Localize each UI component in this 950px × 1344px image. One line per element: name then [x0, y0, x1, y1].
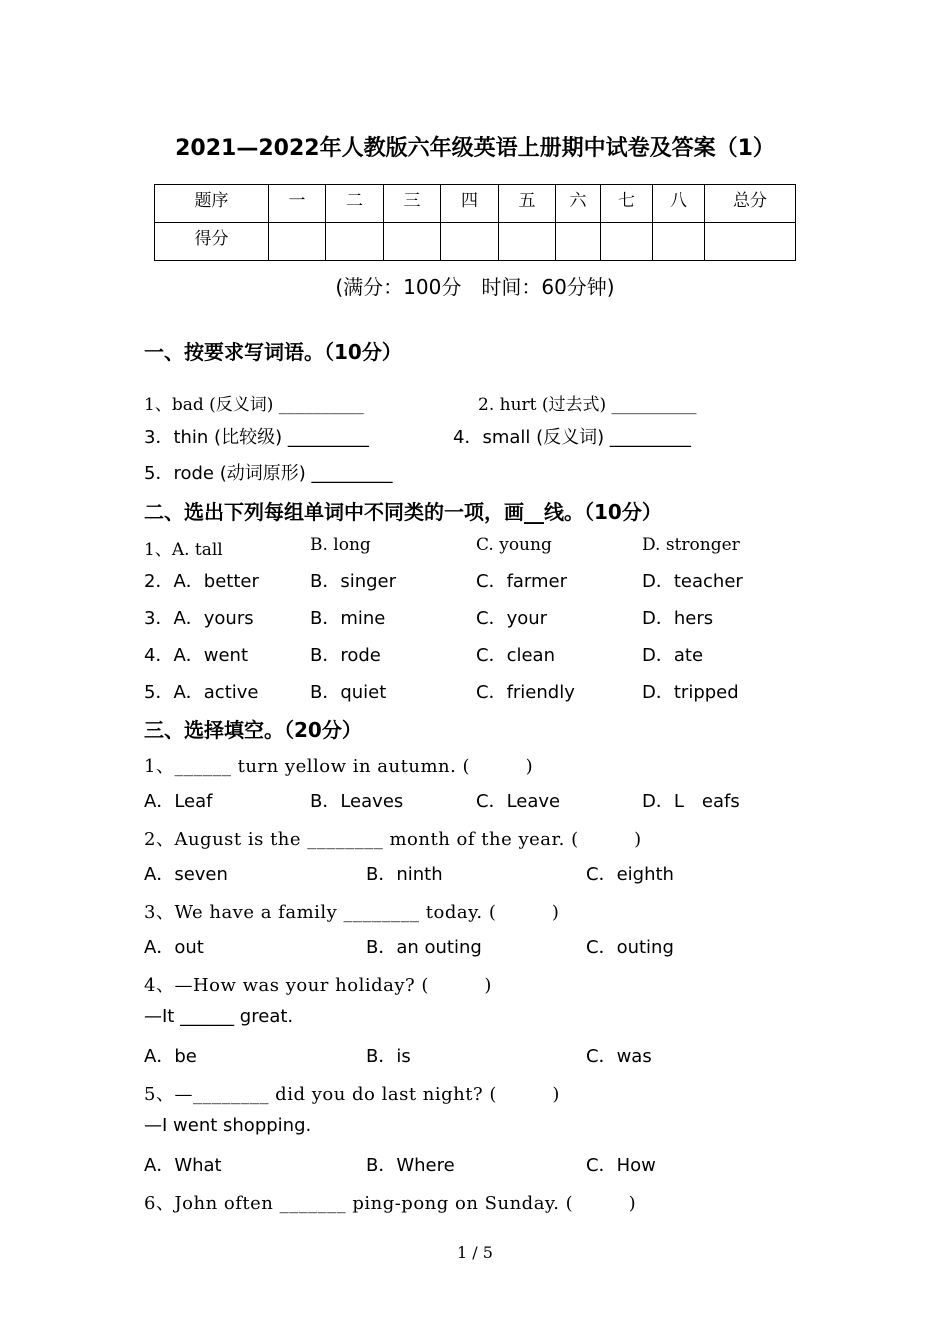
s3-q1-option-b: B．Leaves [310, 791, 404, 812]
s3-q4-answer-line: —It ______ great. [144, 1006, 294, 1027]
s2-row3-option-a: 3．A．yours [144, 608, 254, 629]
score-header-cell: 六 [556, 185, 601, 223]
s1-question-3: 3．thin (比较级) _________ [144, 427, 369, 448]
s3-q1-option-a: A．Leaf [144, 791, 213, 812]
s3-question-6: 6、John often _______ ping-pong on Sunday. ( ) [144, 1193, 637, 1214]
score-row-label: 得分 [155, 223, 269, 261]
s2-row5-option-a: 5．A．active [144, 682, 259, 703]
s2-row2-option-b: B．singer [310, 571, 397, 592]
score-header-cell: 一 [269, 185, 326, 223]
s2-row2-option-a: 2．A．better [144, 571, 259, 592]
s2-row4-option-d: D．ate [642, 645, 704, 666]
s1-question-2: 2. hurt (过去式) __________ [478, 395, 697, 415]
score-header-cell: 四 [441, 185, 499, 223]
s2-row4-option-b: B．rode [310, 645, 381, 666]
score-cell[interactable] [499, 223, 556, 261]
s2-row1-option-c: C. young [476, 535, 552, 555]
s1-question-5: 5．rode (动词原形) _________ [144, 463, 393, 484]
score-header-cell: 五 [499, 185, 556, 223]
s3-q5-answer-line: —I went shopping. [144, 1115, 312, 1136]
s3-q2-option-b: B．ninth [366, 864, 443, 885]
s3-q5-option-b: B．Where [366, 1155, 455, 1176]
s3-q5-option-c: C．How [586, 1155, 656, 1176]
s2-row2-option-c: C．farmer [476, 571, 568, 592]
s2-row3-option-b: B．mine [310, 608, 386, 629]
s3-q2-option-c: C．eighth [586, 864, 674, 885]
score-header-cell: 题序 [155, 185, 269, 223]
s3-q2-option-a: A．seven [144, 864, 228, 885]
page-title: 2021—2022年人教版六年级英语上册期中试卷及答案（1） [175, 136, 775, 161]
s2-row1-option-d: D. stronger [642, 535, 740, 555]
s3-q3-option-a: A．out [144, 937, 204, 958]
s3-q4-option-a: A．be [144, 1046, 197, 1067]
score-cell[interactable] [556, 223, 601, 261]
s3-q5-option-a: A．What [144, 1155, 222, 1176]
s2-row2-option-d: D．teacher [642, 571, 743, 592]
s2-row4-option-c: C．clean [476, 645, 555, 666]
s3-question-5: 5、—________ did you do last night? ( ) [144, 1084, 560, 1105]
score-header-cell: 三 [384, 185, 441, 223]
s2-row4-option-a: 4．A．went [144, 645, 249, 666]
s1-question-1: 1、bad (反义词) __________ [144, 395, 364, 415]
score-table [154, 184, 796, 261]
page-number: 1 / 5 [457, 1243, 493, 1262]
section3-heading: 三、选择填空。（20分） [144, 718, 362, 742]
s2-row3-option-c: C．your [476, 608, 548, 629]
s2-row5-option-d: D．tripped [642, 682, 739, 703]
s3-question-2: 2、August is the ________ month of the year. ( ) [144, 829, 642, 850]
s2-row5-option-b: B．quiet [310, 682, 387, 703]
score-cell[interactable] [384, 223, 441, 261]
s1-question-4: 4．small (反义词) _________ [453, 427, 691, 448]
s2-row1-option-b: B. long [310, 535, 371, 555]
s3-question-4: 4、—How was your holiday? ( ) [144, 975, 492, 996]
score-cell[interactable] [441, 223, 499, 261]
score-cell[interactable] [705, 223, 796, 261]
score-header-cell: 总分 [705, 185, 796, 223]
section2-heading: 二、选出下列每组单词中不同类的一项，画__线。（10分） [144, 500, 662, 524]
section1-heading: 一、按要求写词语。（10分） [144, 340, 402, 364]
exam-info: (满分：100分 时间：60分钟) [335, 275, 615, 299]
score-header-cell: 七 [601, 185, 653, 223]
s2-row3-option-d: D．hers [642, 608, 714, 629]
score-cell[interactable] [601, 223, 653, 261]
s3-q1-option-c: C．Leave [476, 791, 561, 812]
score-table-header-row [155, 185, 796, 223]
s3-q4-option-c: C．was [586, 1046, 652, 1067]
s3-q3-option-c: C．outing [586, 937, 674, 958]
score-header-cell: 二 [326, 185, 384, 223]
score-header-cell: 八 [653, 185, 705, 223]
score-table-score-row [155, 223, 796, 261]
s2-row5-option-c: C．friendly [476, 682, 575, 703]
score-cell[interactable] [653, 223, 705, 261]
s3-q1-option-d: D．L eafs [642, 791, 740, 812]
s2-row1-option-a: 1、A. tall [144, 540, 223, 560]
s3-q3-option-b: B．an outing [366, 937, 482, 958]
score-cell[interactable] [269, 223, 326, 261]
s3-q4-option-b: B．is [366, 1046, 411, 1067]
s3-question-1: 1、______ turn yellow in autumn. ( ) [144, 756, 534, 777]
score-cell[interactable] [326, 223, 384, 261]
s3-question-3: 3、We have a family ________ today. ( ) [144, 902, 560, 923]
